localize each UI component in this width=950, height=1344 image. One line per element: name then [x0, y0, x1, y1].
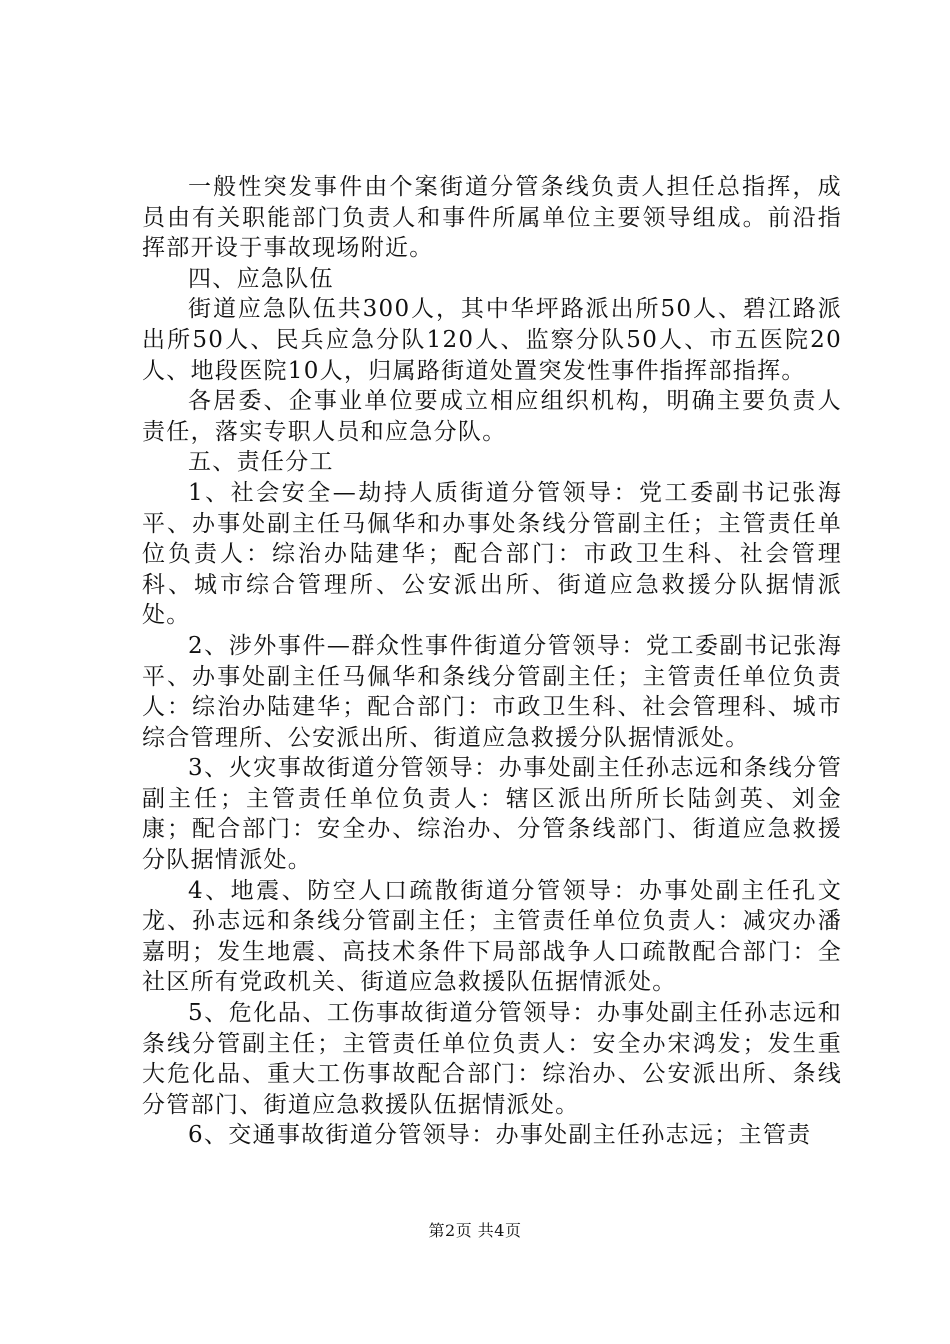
paragraph-item-2: 2、涉外事件—群众性事件街道分管领导：党工委副书记张海平、办事处副主任马佩华和条线分管副主任；主管责任单位负责人：综治办陆建华；配合部门：市政卫生科、社会管理科、城市综合管理所、公安派出所、街道应急救援分队据情派处。 [142, 632, 842, 751]
section-heading-emergency-team: 四、应急队伍 [188, 265, 334, 292]
paragraph-item-5: 5、危化品、工伤事故街道分管领导：办事处副主任孙志远和条线分管副主任；主管责任单位负责人：安全办宋鸿发；发生重大危化品、重大工伤事故配合部门：综治办、公安派出所、条线分管部门、街道应急救援队伍据情派处。 [142, 1000, 842, 1118]
paragraph-item-4: 4、地震、防空人口疏散街道分管领导：办事处副主任孔文龙、孙志远和条线分管副主任；主管责任单位负责人：减灾办潘嘉明；发生地震、高技术条件下局部战争人口疏散配合部门：全社区所有党政机关、街道应急救援队伍据情派处。 [142, 877, 842, 996]
page-number-footer: 第2页 共4页 [428, 1221, 522, 1240]
paragraph-organizations: 各居委、企事业单位要成立相应组织机构，明确主要负责人责任，落实专职人员和应急分队。 [142, 388, 842, 445]
paragraph-emergency-team: 街道应急队伍共300人，其中华坪路派出所50人、碧江路派出所50人、民兵应急分队120人、监察分队50人、市五医院20人、地段医院10人，归属路街道处置突发性事件指挥部指挥。 [142, 296, 842, 384]
paragraph-item-6: 6、交通事故街道分管领导：办事处副主任孙志远；主管责 [188, 1122, 812, 1149]
document-body [142, 172, 842, 1151]
paragraph-item-3: 3、火灾事故街道分管领导：办事处副主任孙志远和条线分管副主任；主管责任单位负责人：辖区派出所所长陆剑英、刘金康；配合部门：安全办、综治办、分管条线部门、街道应急救援分队据情派处。 [142, 755, 842, 874]
section-heading-responsibilities: 五、责任分工 [188, 449, 334, 476]
paragraph-general-incident: 一般性突发事件由个案街道分管条线负责人担任总指挥，成员由有关职能部门负责人和事件所属单位主要领导组成。前沿指挥部开设于事故现场附近。 [142, 174, 842, 262]
paragraph-item-1: 1、社会安全—劫持人质街道分管领导：党工委副书记张海平、办事处副主任马佩华和办事处条线分管副主任；主管责任单位负责人：综治办陆建华；配合部门：市政卫生科、社会管理科、城市综合管理所、公安派出所、街道应急救援分队据情派处。 [142, 479, 842, 629]
